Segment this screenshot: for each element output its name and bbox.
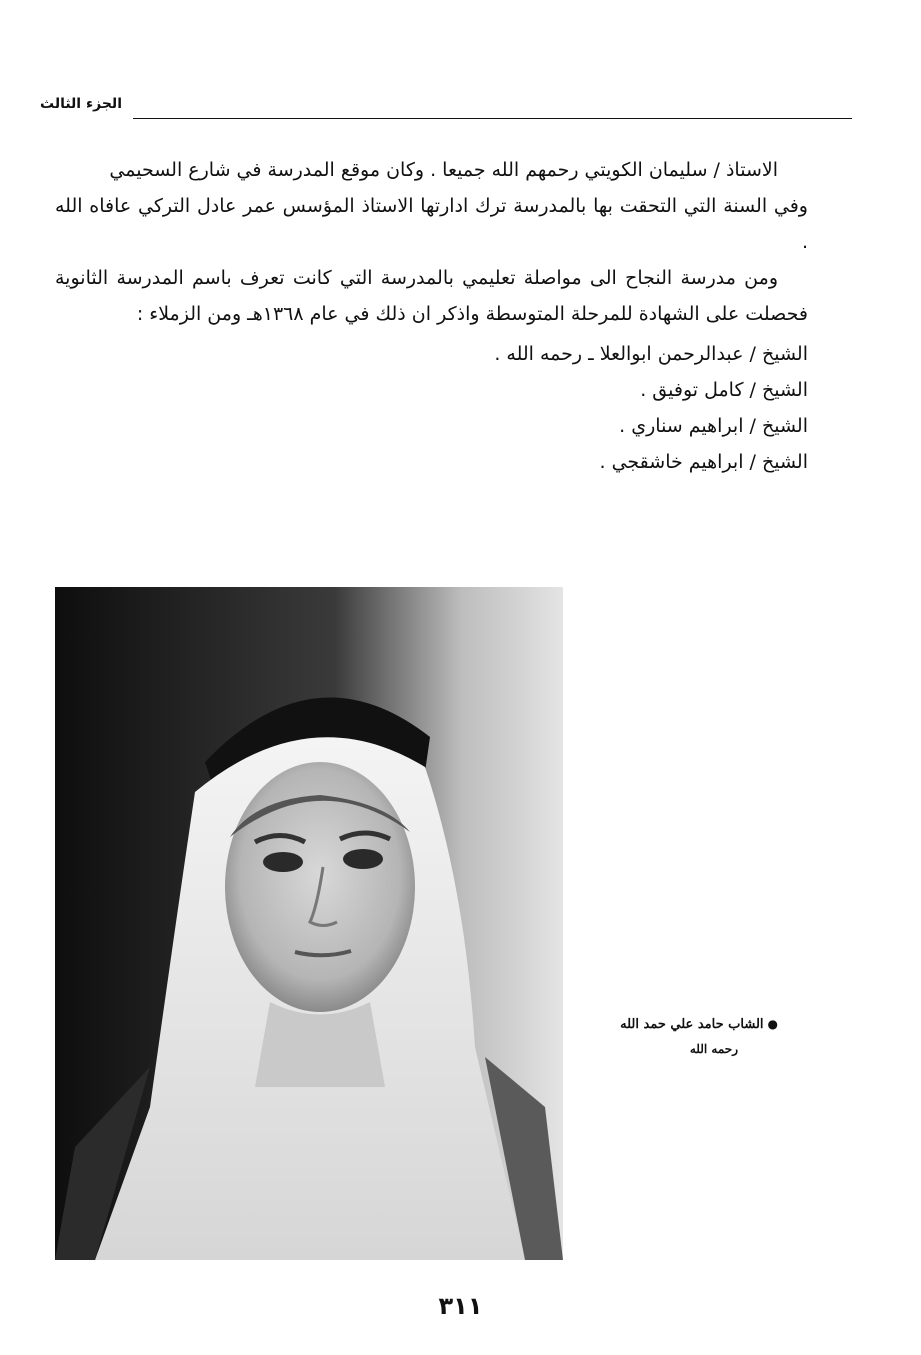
- bullet-icon: ●: [767, 1017, 778, 1031]
- paragraph-3: ومن مدرسة النجاح الى مواصلة تعليمي بالمدرسة التي كانت تعرف باسم المدرسة الثانوية فحصلت على الشهادة للمرحلة المتوسطة واذكر ان ذلك في عام ١٣٦٨هـ ومن الزملاء :: [55, 267, 808, 325]
- colleague-item: الشيخ / ابراهيم خاشقجي .: [599, 451, 808, 473]
- running-header: [38, 96, 852, 120]
- portrait-photo: [55, 587, 563, 1260]
- caption-line-2: رحمه الله: [689, 1042, 738, 1056]
- portrait-illustration: [55, 587, 563, 1260]
- page-number: ٣١١: [438, 1292, 483, 1320]
- header-rule: [133, 118, 852, 119]
- photo-caption: [558, 1012, 778, 1061]
- colleague-item: الشيخ / عبدالرحمن ابوالعلا ـ رحمه الله .: [494, 343, 808, 365]
- caption-name: الشاب حامد علي حمد الله: [620, 1017, 764, 1032]
- paragraph-1: الاستاذ / سليمان الكويتي رحمهم الله جميعا . وكان موقع المدرسة في شارع السحيمي: [109, 159, 778, 181]
- colleagues-list: [55, 336, 808, 480]
- colleague-item: الشيخ / كامل توفيق .: [640, 379, 808, 401]
- colleague-item: الشيخ / ابراهيم سناري .: [619, 415, 808, 437]
- body-text: [55, 152, 808, 480]
- paragraph-2: وفي السنة التي التحقت بها بالمدرسة ترك ادارتها الاستاذ المؤسس عمر عادل التركي عافاه الله .: [55, 195, 808, 253]
- caption-line-1: [558, 1012, 778, 1037]
- header-title: الجزء الثالث: [40, 96, 122, 112]
